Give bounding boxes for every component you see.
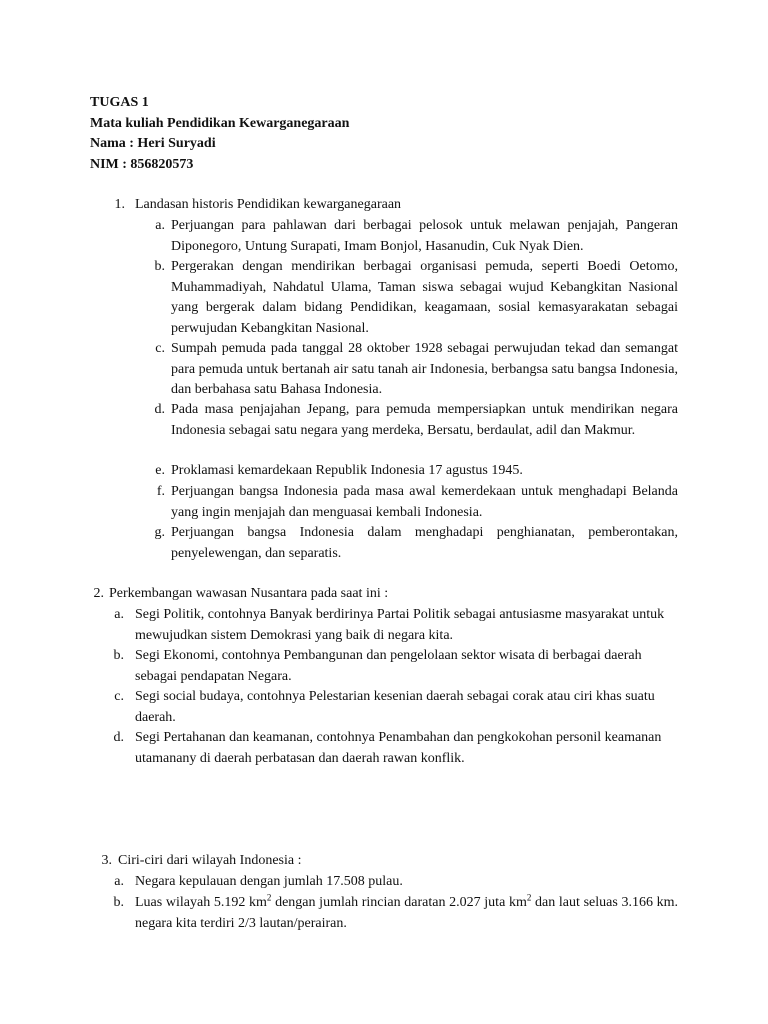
list-item: a. Negara kepulauan dengan jumlah 17.508 pulau. <box>114 874 403 889</box>
student-name: Nama : Heri Suryadi <box>90 136 216 151</box>
assignment-title: TUGAS 1 <box>90 95 149 110</box>
list-item: f. Perjuangan bangsa Indonesia pada masa awal kemerdekaan untuk menghadapi Belanda yang ingin menjajah dan menguasai kembali Indonesia. <box>156 484 678 520</box>
student-nim: NIM : 856820573 <box>90 156 194 172</box>
list-item: e. Proklamasi kemardekaan Republik Indonesia 17 agustus 1945. <box>155 463 523 478</box>
list-item: d. Segi Pertahanan dan keamanan, contohnya Penambahan dan pengkokohan personil keamanan utamanany di daerah perbatasan dan daerah rawan konflik. <box>113 730 662 766</box>
list-item: b. Pergerakan dengan mendirikan berbagai organisasi pemuda, seperti Boedi Oetomo, Muhammadiyah, Nahdatul Ulama, Taman siswa sebagai wujud Kebangkitan Nasional yang bergerak dalam bidang Pendidikan, keagamaan, sosial kemasyarakatan sebagai perwujudan Kebangkitan Nasional. <box>154 259 678 336</box>
list-item: a. Segi Politik, contohnya Banyak berdirinya Partai Politik sebagai antusiasme masyarakat untuk mewujudkan sistem Demokrasi yang baik di negara kita. <box>114 607 665 643</box>
list-item: d. Pada masa penjajahan Jepang, para pemuda mempersiapkan untuk mendirikan negara Indonesia sebagai satu negara yang merdeka, Bersatu, berdaulat, adil dan Makmur. <box>154 402 678 438</box>
list-item: a. Perjuangan para pahlawan dari berbagai pelosok untuk melawan penjajah, Pangeran Diponegoro, Untung Surapati, Imam Bonjol, Hasanudin, Cuk Nyak Dien. <box>155 218 678 254</box>
section-2-number: 2. <box>93 586 104 601</box>
section-2-title: Perkembangan wawasan Nusantara pada saat ini : <box>109 586 389 601</box>
section-3-title: Ciri-ciri dari wilayah Indonesia : <box>118 853 302 868</box>
section-3-number: 3. <box>101 853 112 868</box>
section-1-heading <box>100 195 678 216</box>
section-1-title: Landasan historis Pendidikan kewarganegaraan <box>135 197 402 212</box>
list-item: b. Luas wilayah 5.192 $km^2$ dengan jumlah rincian daratan 2.027 juta $km^2$ dan laut seluas 3.166 km. negara kita terdiri 2/3 lautan/perairan. <box>113 892 679 931</box>
list-item: b. Segi Ekonomi, contohnya Pembangunan dan pengelolaan sektor wisata di berbagai daerah sebagai pendapatan Negara. <box>113 648 642 684</box>
document-header <box>90 93 349 175</box>
list-item: c. Segi social budaya, contohnya Pelestarian kesenian daerah sebagai corak atau ciri khas suatu daerah. <box>114 689 655 725</box>
section-1-number: 1. <box>114 197 125 212</box>
course-name: Mata kuliah Pendidikan Kewarganegaraan <box>90 115 350 131</box>
section-2-heading <box>80 584 678 605</box>
list-item: c. Sumpah pemuda pada tanggal 28 oktober 1928 sebagai perwujudan tekad dan semangat para pemuda untuk bertanah air satu tanah air Indonesia, berbangsa satu bangsa Indonesia, dan berbahasa satu Bahasa Indonesia. <box>155 341 678 397</box>
section-3-heading <box>80 851 678 872</box>
list-item: g. Perjuangan bangsa Indonesia dalam menghadapi penghianatan, pemberontakan, penyelewengan, dan separatis. <box>154 525 678 561</box>
